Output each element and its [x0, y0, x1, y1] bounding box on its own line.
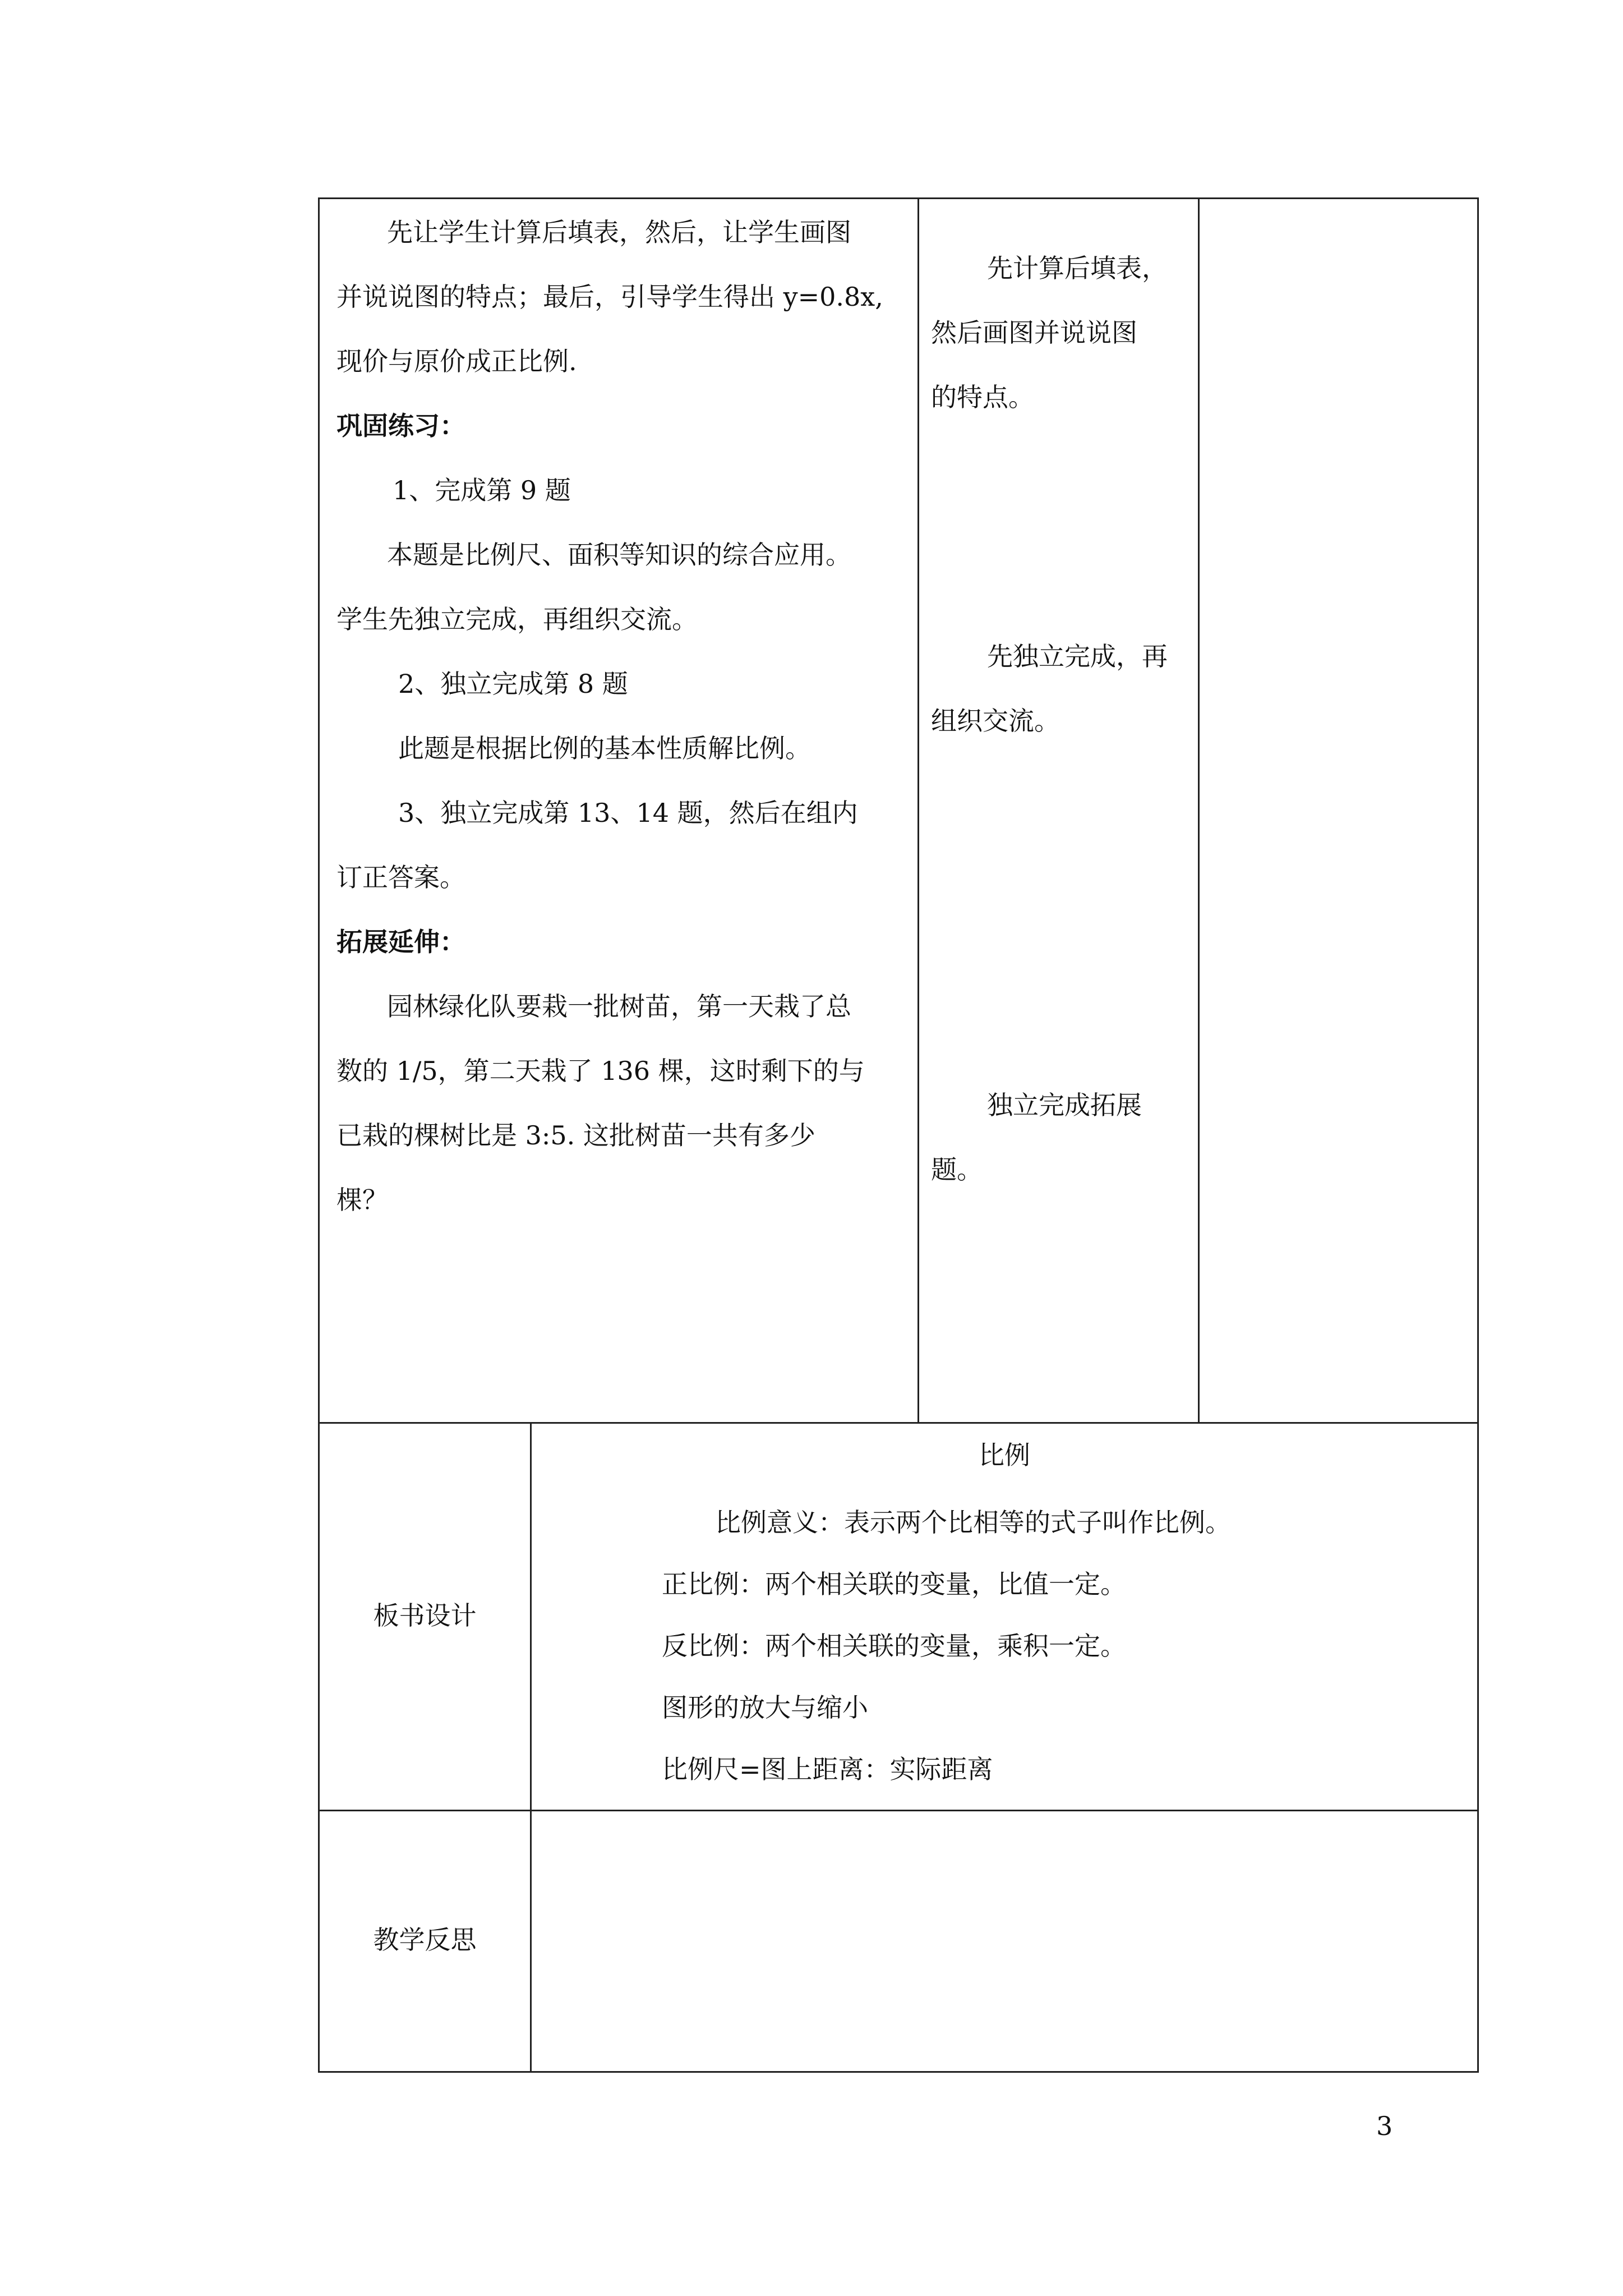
student-block-3-line-2: 题。 [931, 1154, 983, 1185]
reflection-label: 教学反思 [373, 1925, 477, 1955]
student-block-2-line-1: 先独立完成，再 [987, 641, 1168, 671]
board-line-scale-formula: 比例尺=图上距离：实际距离 [662, 1754, 993, 1784]
table-top-border [318, 197, 1479, 199]
student-block-1-line-1: 先计算后填表， [987, 253, 1168, 283]
student-block-2-line-2: 组织交流。 [931, 706, 1060, 736]
extension-problem-line-2: 数的 1/5，第二天栽了 136 棵，这时剩下的与 [336, 1056, 865, 1086]
exercise-3-line-1: 3、独立完成第 13、14 题，然后在组内 [398, 798, 858, 828]
table-row-divider-1 [318, 1422, 1479, 1424]
table-right-border [1477, 197, 1479, 2073]
exercise-3-line-2: 订正答案。 [336, 862, 465, 892]
consolidation-heading: 巩固练习： [336, 411, 465, 441]
table-bottom-border [318, 2071, 1479, 2073]
board-design-title: 比例 [979, 1440, 1030, 1470]
exercise-1-desc-line-2: 学生先独立完成，再组织交流。 [336, 604, 698, 634]
table-row-divider-2 [318, 1810, 1479, 1811]
exercise-2-desc: 此题是根据比例的基本性质解比例。 [398, 733, 811, 763]
page-number: 3 [1376, 2111, 1393, 2141]
teacher-intro-line-1: 先让学生计算后填表，然后，让学生画图 [387, 217, 851, 247]
teacher-intro-line-3: 现价与原价成正比例. [336, 346, 577, 376]
student-block-1-line-2: 然后画图并说说图 [931, 318, 1137, 348]
table-left-border [318, 197, 320, 2073]
student-block-3-line-1: 独立完成拓展 [987, 1090, 1142, 1120]
reflection-content [538, 1818, 1469, 2064]
exercise-1-title: 1、完成第 9 题 [393, 475, 571, 505]
student-block-1-line-3: 的特点。 [931, 382, 1034, 412]
board-line-inverse-proportion: 反比例：两个相关联的变量，乘积一定。 [662, 1631, 1126, 1661]
label-content-divider [530, 1422, 532, 2073]
board-line-scaling: 图形的放大与缩小 [662, 1692, 868, 1723]
exercise-2-title: 2、独立完成第 8 题 [398, 669, 628, 699]
extension-problem-line-3: 已栽的棵树比是 3:5. 这批树苗一共有多少 [336, 1120, 815, 1151]
board-design-label: 板书设计 [373, 1600, 477, 1631]
teacher-intro-line-2: 并说说图的特点；最后，引导学生得出 y=0.8x, [336, 282, 883, 312]
board-line-direct-proportion: 正比例：两个相关联的变量，比值一定。 [662, 1569, 1126, 1599]
extension-problem-line-1: 园林绿化队要栽一批树苗，第一天栽了总 [387, 991, 851, 1022]
exercise-1-desc-line-1: 本题是比例尺、面积等知识的综合应用。 [387, 540, 851, 570]
student-notes-divider [1198, 197, 1200, 1424]
teacher-student-divider [917, 197, 919, 1424]
extension-heading: 拓展延伸： [336, 927, 465, 957]
board-line-proportion-meaning: 比例意义：表示两个比相等的式子叫作比例。 [715, 1507, 1231, 1538]
extension-problem-line-4: 棵？ [336, 1185, 388, 1215]
